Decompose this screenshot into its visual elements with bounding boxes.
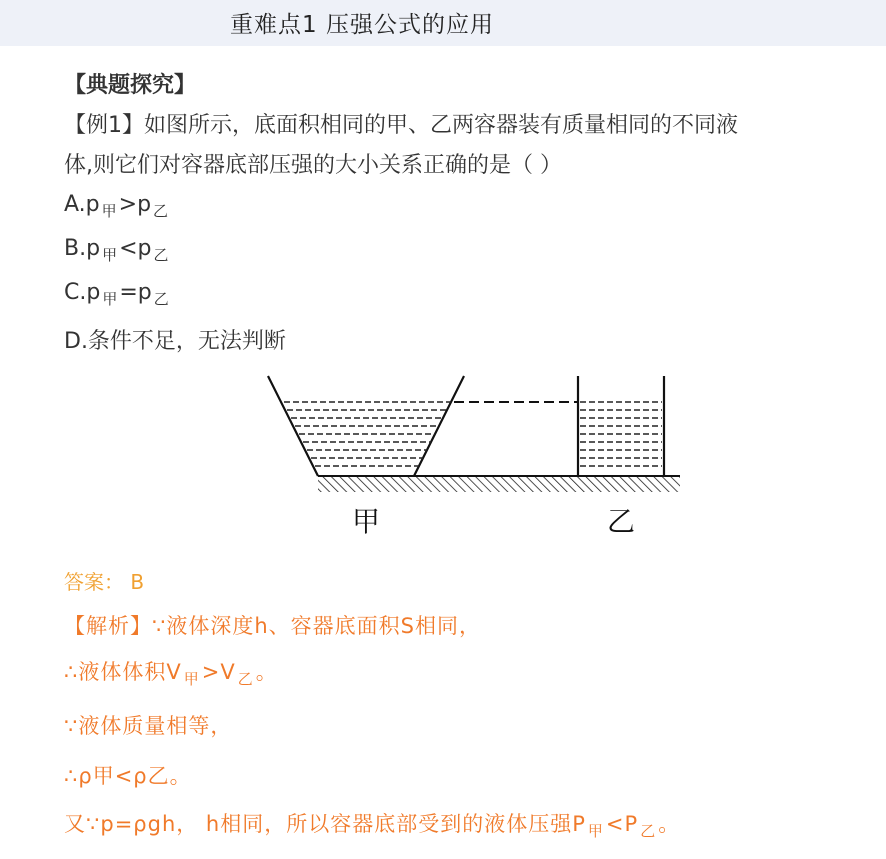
analysis-line-5-sub1: 甲 — [587, 822, 604, 840]
analysis-line-5 — [64, 808, 680, 838]
option-b-prefix: B.p — [64, 236, 101, 261]
analysis-line-2-pre: ∴液体体积V — [64, 660, 182, 684]
answer-text: 答案： B — [64, 570, 145, 594]
analysis-line-2-op: >V — [201, 660, 236, 684]
option-a-sub2: 乙 — [153, 202, 169, 220]
analysis-line-2 — [64, 656, 278, 686]
figure-label-yi: 乙 — [607, 505, 636, 538]
option-b-sub1: 甲 — [102, 246, 118, 264]
figure-label-jia: 甲 — [352, 505, 381, 538]
analysis-line-1: 【解析】∵液体深度h、容器底面积S相同， — [64, 614, 481, 638]
analysis-line-3: ∵液体质量相等， — [64, 714, 233, 738]
analysis-line-2-sub2: 乙 — [237, 670, 254, 688]
question-line-1: 【例1】如图所示，底面积相同的甲、乙两容器装有质量相同的不同液 — [64, 113, 738, 138]
analysis-line-5-post: 。 — [658, 812, 681, 836]
option-a-sub1: 甲 — [101, 202, 117, 220]
option-d: D.条件不足，无法判断 — [64, 329, 286, 354]
analysis-line-2-post: 。 — [255, 660, 278, 684]
analysis-line-5-pre: 又∵p=ρgh， h相同，所以容器底部受到的液体压强P — [64, 812, 586, 836]
container-jia — [268, 376, 464, 476]
analysis-line-2-sub1: 甲 — [183, 670, 200, 688]
option-b-op: <p — [119, 236, 152, 261]
analysis-line-5-op: <P — [605, 812, 639, 836]
question-line-2: 体,则它们对容器底部压强的大小关系正确的是（ ） — [64, 153, 562, 178]
analysis-line-5-sub2: 乙 — [640, 822, 657, 840]
option-b-sub2: 乙 — [153, 246, 169, 264]
option-a-op: >p — [118, 192, 152, 217]
option-a-prefix: A.p — [64, 192, 100, 217]
container-yi — [578, 376, 664, 476]
option-c-op: =p — [119, 280, 152, 305]
page-title: 重难点1 压强公式的应用 — [230, 12, 494, 38]
containers-figure — [260, 372, 690, 502]
option-a — [64, 192, 170, 220]
section-label: 【典题探究】 — [64, 73, 197, 98]
ground-hatch — [318, 476, 680, 492]
option-c-sub2: 乙 — [153, 290, 169, 308]
option-c — [64, 280, 171, 308]
analysis-line-4: ∴ρ甲<ρ乙。 — [64, 764, 192, 788]
option-c-prefix: C.p — [64, 280, 101, 305]
option-c-sub1: 甲 — [102, 290, 118, 308]
option-b — [64, 236, 171, 264]
